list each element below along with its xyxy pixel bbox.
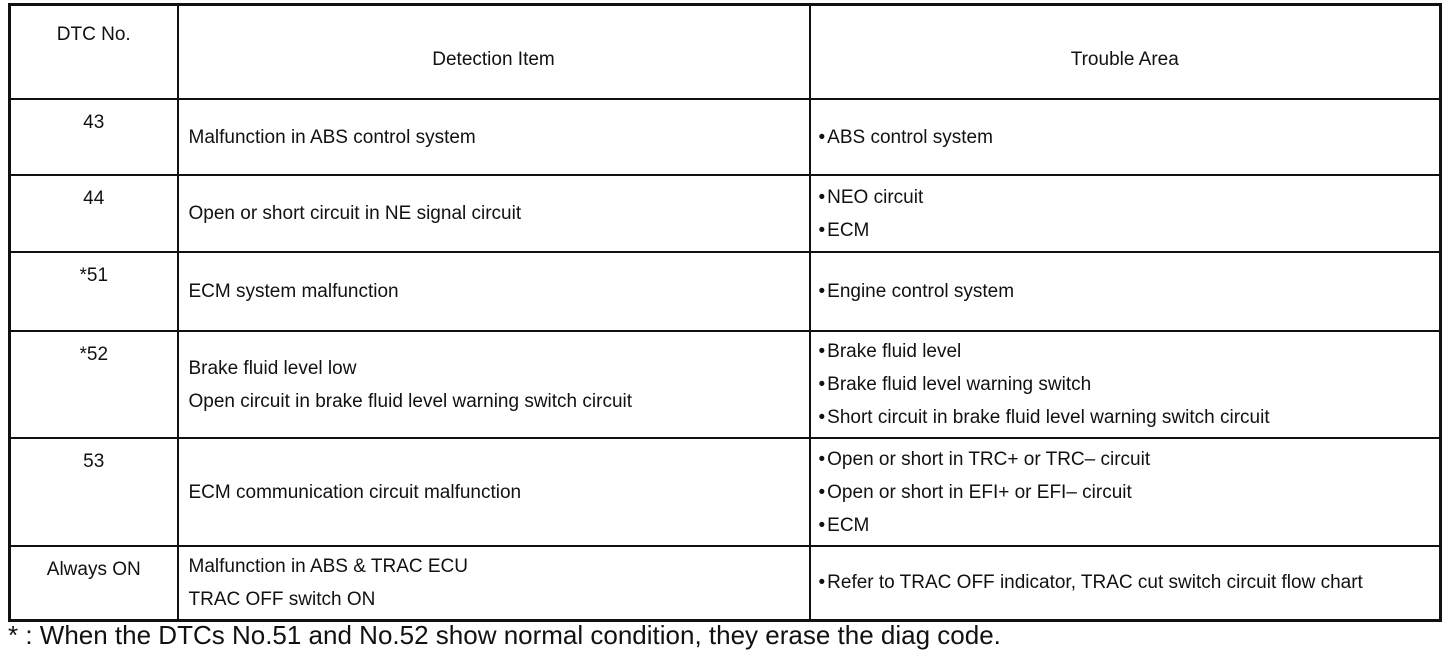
detection-item-cell bbox=[178, 331, 810, 438]
trouble-area-text: ECM bbox=[827, 514, 870, 536]
dtc-header: DTC No. bbox=[10, 5, 178, 100]
table-row bbox=[10, 175, 1441, 252]
bullet-icon: • bbox=[818, 126, 826, 148]
detection-item-line: ECM system malfunction bbox=[188, 281, 399, 302]
trouble-area-item bbox=[819, 121, 1434, 154]
detection-item-cell bbox=[178, 99, 810, 175]
trouble-area-cell bbox=[810, 331, 1441, 438]
trouble-area-item bbox=[819, 566, 1434, 599]
trouble-area-item bbox=[819, 368, 1434, 401]
detection-item-cell bbox=[178, 438, 810, 546]
trouble-area-text: Brake fluid level bbox=[827, 341, 962, 362]
trouble-area-cell bbox=[810, 175, 1441, 252]
trouble-area-text: ECM bbox=[827, 219, 870, 241]
trouble-area-item bbox=[819, 214, 1434, 247]
trouble-area-item bbox=[819, 275, 1434, 308]
detection-item-line: Open circuit in brake fluid level warning switch circuit bbox=[188, 390, 633, 412]
table-row bbox=[10, 438, 1441, 546]
trouble-area-cell bbox=[810, 546, 1441, 620]
detection-item-line: Brake fluid level low bbox=[188, 357, 357, 379]
trouble-area-text: Short circuit in brake fluid level warning switch circuit bbox=[827, 407, 1270, 428]
bullet-icon: • bbox=[818, 281, 826, 302]
table-body bbox=[10, 99, 1441, 620]
detection-item-line: Malfunction in ABS control system bbox=[188, 126, 476, 148]
trouble-area-item bbox=[819, 476, 1434, 509]
trouble-area-item bbox=[819, 335, 1434, 368]
trouble-area-text: Open or short in TRC+ or TRC– circuit bbox=[827, 448, 1151, 470]
trouble-area-text: ABS control system bbox=[827, 126, 993, 148]
trouble-area-item bbox=[819, 443, 1434, 476]
bullet-icon: • bbox=[818, 186, 826, 208]
dtc-number-cell: 53 bbox=[10, 438, 178, 546]
bullet-icon: • bbox=[818, 407, 826, 428]
detection-item-header: Detection Item bbox=[178, 5, 810, 100]
trouble-area-text: Refer to TRAC OFF indicator, TRAC cut switch circuit flow chart bbox=[827, 572, 1363, 594]
detection-item-cell bbox=[178, 175, 810, 252]
trouble-area-header: Trouble Area bbox=[810, 5, 1441, 100]
footnote: * : When the DTCs No.51 and No.52 show normal condition, they erase the diag code. bbox=[8, 620, 1001, 650]
bullet-icon: • bbox=[818, 219, 826, 241]
dtc-table bbox=[8, 3, 1442, 622]
bullet-icon: • bbox=[818, 341, 826, 362]
dtc-number-cell: Always ON bbox=[10, 546, 178, 620]
trouble-area-text: Brake fluid level warning switch bbox=[827, 374, 1092, 395]
detection-item-line: TRAC OFF switch ON bbox=[188, 588, 376, 610]
table-row bbox=[10, 331, 1441, 438]
detection-item-line: ECM communication circuit malfunction bbox=[188, 481, 522, 503]
detection-item-cell bbox=[178, 252, 810, 331]
trouble-area-cell bbox=[810, 252, 1441, 331]
trouble-area-text: Open or short in EFI+ or EFI– circuit bbox=[827, 481, 1132, 503]
trouble-area-text: Engine control system bbox=[827, 281, 1015, 302]
bullet-icon: • bbox=[818, 374, 826, 395]
trouble-area-text: NEO circuit bbox=[827, 186, 924, 208]
detection-item-line: Malfunction in ABS & TRAC ECU bbox=[188, 555, 468, 577]
table-row bbox=[10, 546, 1441, 620]
trouble-area-cell bbox=[810, 438, 1441, 546]
trouble-area-item bbox=[819, 509, 1434, 542]
dtc-number-cell: *52 bbox=[10, 331, 178, 438]
trouble-area-item bbox=[819, 181, 1434, 214]
trouble-area-cell bbox=[810, 99, 1441, 175]
dtc-number-cell: 43 bbox=[10, 99, 178, 175]
header-row bbox=[10, 5, 1441, 100]
dtc-number-cell: *51 bbox=[10, 252, 178, 331]
bullet-icon: • bbox=[818, 448, 826, 470]
bullet-icon: • bbox=[818, 514, 826, 536]
bullet-icon: • bbox=[818, 572, 826, 594]
table-row bbox=[10, 99, 1441, 175]
trouble-area-item bbox=[819, 401, 1434, 434]
bullet-icon: • bbox=[818, 481, 826, 503]
table-row bbox=[10, 252, 1441, 331]
dtc-number-cell: 44 bbox=[10, 175, 178, 252]
detection-item-line: Open or short circuit in NE signal circuit bbox=[188, 203, 522, 224]
detection-item-cell bbox=[178, 546, 810, 620]
